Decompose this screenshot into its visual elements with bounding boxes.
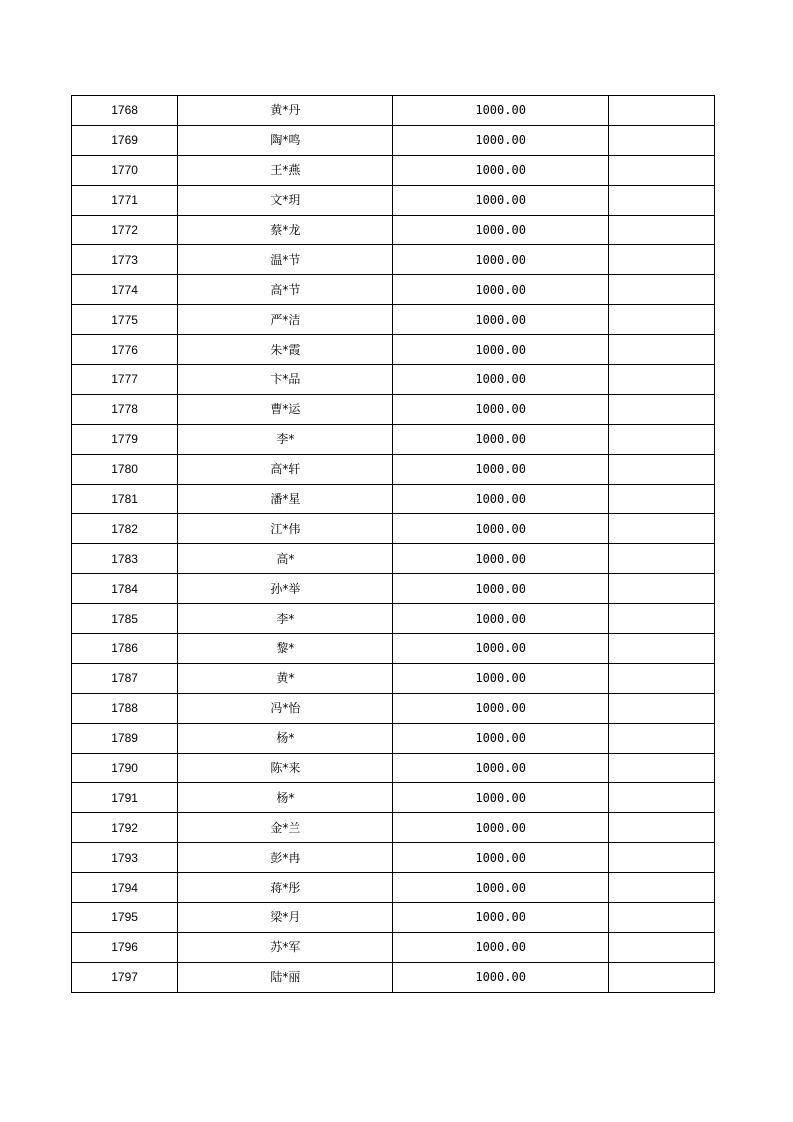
note-cell [608, 185, 714, 215]
table-row [72, 843, 715, 873]
name-cell: 高* [178, 544, 393, 574]
note-cell [608, 843, 714, 873]
table-row [72, 365, 715, 395]
amount-cell: 1000.00 [393, 723, 608, 753]
name-cell: 温*节 [178, 245, 393, 275]
note-cell [608, 215, 714, 245]
name-cell: 彭*冉 [178, 843, 393, 873]
table-row [72, 723, 715, 753]
row-number-cell: 1772 [72, 215, 178, 245]
table-row [72, 634, 715, 664]
amount-cell: 1000.00 [393, 424, 608, 454]
amount-cell: 1000.00 [393, 544, 608, 574]
name-cell: 严*洁 [178, 305, 393, 335]
name-cell: 李* [178, 424, 393, 454]
note-cell [608, 155, 714, 185]
amount-cell: 1000.00 [393, 843, 608, 873]
amount-cell: 1000.00 [393, 962, 608, 992]
note-cell [608, 245, 714, 275]
note-cell [608, 723, 714, 753]
amount-cell: 1000.00 [393, 305, 608, 335]
note-cell [608, 514, 714, 544]
amount-cell: 1000.00 [393, 813, 608, 843]
amount-cell: 1000.00 [393, 484, 608, 514]
note-cell [608, 305, 714, 335]
table-row [72, 484, 715, 514]
note-cell [608, 574, 714, 604]
row-number-cell: 1797 [72, 962, 178, 992]
row-number-cell: 1790 [72, 753, 178, 783]
amount-cell: 1000.00 [393, 125, 608, 155]
row-number-cell: 1789 [72, 723, 178, 753]
note-cell [608, 125, 714, 155]
row-number-cell: 1782 [72, 514, 178, 544]
row-number-cell: 1771 [72, 185, 178, 215]
note-cell [608, 753, 714, 783]
table-row [72, 903, 715, 933]
amount-cell: 1000.00 [393, 634, 608, 664]
row-number-cell: 1787 [72, 663, 178, 693]
amount-cell: 1000.00 [393, 932, 608, 962]
note-cell [608, 873, 714, 903]
table-row [72, 604, 715, 634]
table-row [72, 96, 715, 126]
name-cell: 孙*举 [178, 574, 393, 604]
name-cell: 金*兰 [178, 813, 393, 843]
name-cell: 文*玥 [178, 185, 393, 215]
row-number-cell: 1794 [72, 873, 178, 903]
document-page [71, 95, 715, 993]
note-cell [608, 424, 714, 454]
row-number-cell: 1796 [72, 932, 178, 962]
payment-table-body [72, 96, 715, 993]
table-row [72, 753, 715, 783]
table-row [72, 873, 715, 903]
amount-cell: 1000.00 [393, 903, 608, 933]
table-row [72, 514, 715, 544]
amount-cell: 1000.00 [393, 783, 608, 813]
name-cell: 潘*星 [178, 484, 393, 514]
note-cell [608, 275, 714, 305]
name-cell: 梁*月 [178, 903, 393, 933]
note-cell [608, 663, 714, 693]
name-cell: 王*燕 [178, 155, 393, 185]
name-cell: 杨* [178, 723, 393, 753]
note-cell [608, 932, 714, 962]
name-cell: 江*伟 [178, 514, 393, 544]
name-cell: 高*轩 [178, 454, 393, 484]
row-number-cell: 1768 [72, 96, 178, 126]
name-cell: 蔡*龙 [178, 215, 393, 245]
row-number-cell: 1785 [72, 604, 178, 634]
table-row [72, 155, 715, 185]
note-cell [608, 604, 714, 634]
row-number-cell: 1783 [72, 544, 178, 574]
table-row [72, 693, 715, 723]
amount-cell: 1000.00 [393, 365, 608, 395]
amount-cell: 1000.00 [393, 215, 608, 245]
amount-cell: 1000.00 [393, 514, 608, 544]
row-number-cell: 1784 [72, 574, 178, 604]
note-cell [608, 693, 714, 723]
note-cell [608, 335, 714, 365]
table-row [72, 125, 715, 155]
row-number-cell: 1791 [72, 783, 178, 813]
payment-table [71, 95, 715, 993]
table-row [72, 245, 715, 275]
note-cell [608, 783, 714, 813]
note-cell [608, 484, 714, 514]
name-cell: 曹*运 [178, 394, 393, 424]
amount-cell: 1000.00 [393, 454, 608, 484]
amount-cell: 1000.00 [393, 753, 608, 783]
amount-cell: 1000.00 [393, 663, 608, 693]
table-row [72, 335, 715, 365]
name-cell: 朱*霞 [178, 335, 393, 365]
name-cell: 蒋*彤 [178, 873, 393, 903]
note-cell [608, 365, 714, 395]
note-cell [608, 903, 714, 933]
note-cell [608, 962, 714, 992]
row-number-cell: 1769 [72, 125, 178, 155]
table-row [72, 544, 715, 574]
name-cell: 高*节 [178, 275, 393, 305]
note-cell [608, 544, 714, 574]
note-cell [608, 454, 714, 484]
row-number-cell: 1770 [72, 155, 178, 185]
row-number-cell: 1781 [72, 484, 178, 514]
row-number-cell: 1773 [72, 245, 178, 275]
name-cell: 陆*丽 [178, 962, 393, 992]
amount-cell: 1000.00 [393, 604, 608, 634]
amount-cell: 1000.00 [393, 693, 608, 723]
name-cell: 苏*军 [178, 932, 393, 962]
row-number-cell: 1786 [72, 634, 178, 664]
table-row [72, 275, 715, 305]
amount-cell: 1000.00 [393, 275, 608, 305]
row-number-cell: 1793 [72, 843, 178, 873]
amount-cell: 1000.00 [393, 185, 608, 215]
row-number-cell: 1775 [72, 305, 178, 335]
table-row [72, 454, 715, 484]
name-cell: 冯*怡 [178, 693, 393, 723]
table-row [72, 813, 715, 843]
row-number-cell: 1779 [72, 424, 178, 454]
row-number-cell: 1776 [72, 335, 178, 365]
name-cell: 陶*鸣 [178, 125, 393, 155]
row-number-cell: 1774 [72, 275, 178, 305]
row-number-cell: 1792 [72, 813, 178, 843]
table-row [72, 663, 715, 693]
table-row [72, 215, 715, 245]
name-cell: 黄*丹 [178, 96, 393, 126]
row-number-cell: 1778 [72, 394, 178, 424]
name-cell: 黎* [178, 634, 393, 664]
note-cell [608, 813, 714, 843]
amount-cell: 1000.00 [393, 873, 608, 903]
table-row [72, 783, 715, 813]
row-number-cell: 1788 [72, 693, 178, 723]
table-row [72, 932, 715, 962]
name-cell: 李* [178, 604, 393, 634]
row-number-cell: 1780 [72, 454, 178, 484]
name-cell: 黄* [178, 663, 393, 693]
row-number-cell: 1777 [72, 365, 178, 395]
name-cell: 杨* [178, 783, 393, 813]
amount-cell: 1000.00 [393, 245, 608, 275]
table-row [72, 962, 715, 992]
amount-cell: 1000.00 [393, 155, 608, 185]
table-row [72, 574, 715, 604]
note-cell [608, 394, 714, 424]
table-row [72, 424, 715, 454]
amount-cell: 1000.00 [393, 574, 608, 604]
name-cell: 卞*品 [178, 365, 393, 395]
name-cell: 陈*来 [178, 753, 393, 783]
amount-cell: 1000.00 [393, 335, 608, 365]
note-cell [608, 96, 714, 126]
table-row [72, 394, 715, 424]
note-cell [608, 634, 714, 664]
amount-cell: 1000.00 [393, 394, 608, 424]
table-row [72, 305, 715, 335]
amount-cell: 1000.00 [393, 96, 608, 126]
row-number-cell: 1795 [72, 903, 178, 933]
table-row [72, 185, 715, 215]
